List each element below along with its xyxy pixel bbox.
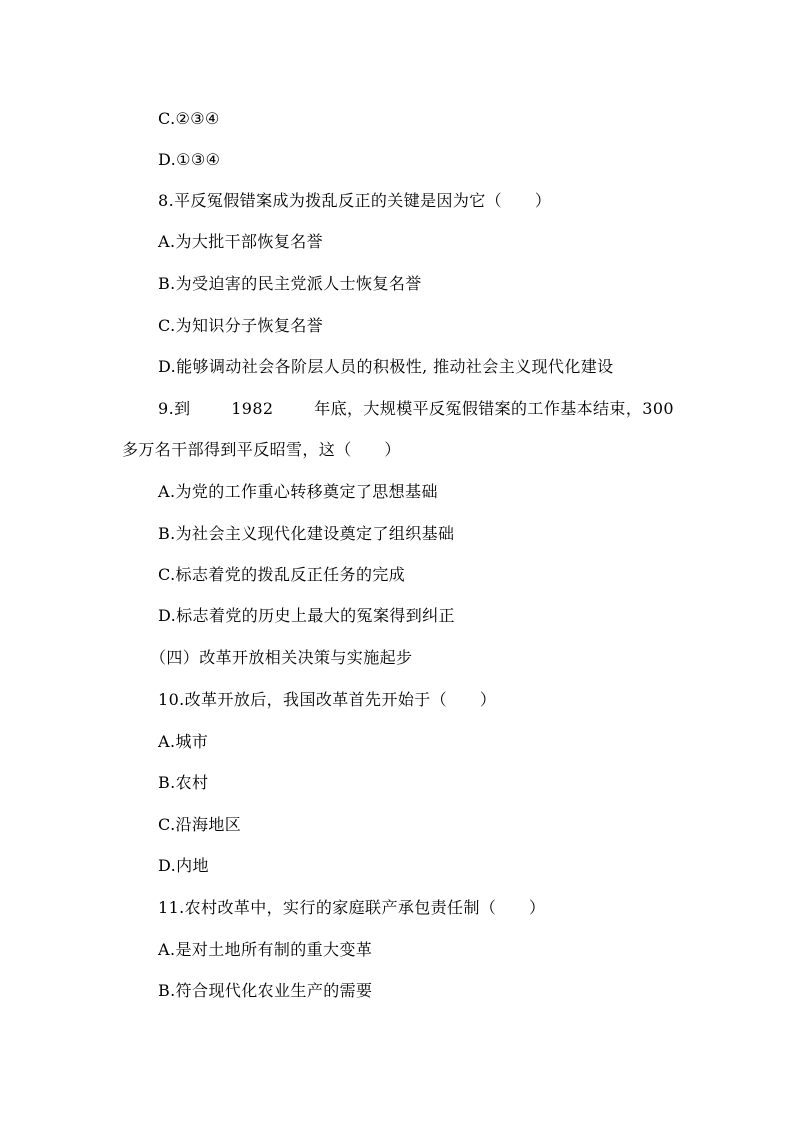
- option-d-q9: D.标志着党的历史上最大的冤案得到纠正: [158, 606, 455, 625]
- option-b-q8: B.为受迫害的民主党派人士恢复名誉: [158, 274, 422, 293]
- question-9-part-3: 年底，大规模平反冤假错案的工作基本结束，300: [314, 399, 674, 418]
- option-b-q9: B.为社会主义现代化建设奠定了组织基础: [158, 524, 455, 543]
- option-d-q10: D.内地: [158, 856, 209, 875]
- question-8: 8.平反冤假错案成为拨乱反正的关键是因为它（ ）: [158, 191, 552, 210]
- option-c-q7: C.②③④: [158, 109, 220, 128]
- question-9-part-2: 1982: [231, 399, 274, 418]
- question-9-part-1: 9.到: [158, 399, 191, 418]
- option-c-q8: C.为知识分子恢复名誉: [158, 316, 324, 335]
- option-b-q11: B.符合现代化农业生产的需要: [158, 981, 373, 1000]
- option-c-q10: C.沿海地区: [158, 815, 242, 834]
- option-a-q9: A.为党的工作重心转移奠定了思想基础: [158, 482, 438, 501]
- option-a-q8: A.为大批干部恢复名誉: [158, 232, 324, 251]
- option-b-q10: B.农村: [158, 773, 209, 792]
- option-d-q8: D.能够调动社会各阶层人员的积极性, 推动社会主义现代化建设: [158, 357, 614, 376]
- option-a-q10: A.城市: [158, 732, 209, 751]
- option-d-q7: D.①③④: [158, 150, 221, 169]
- question-9-line-1: [158, 398, 674, 420]
- question-10: 10.改革开放后，我国改革首先开始于（ ）: [158, 690, 497, 709]
- section-heading: （四）改革开放相关决策与实施起步: [150, 648, 413, 667]
- option-a-q11: A.是对土地所有制的重大变革: [158, 940, 373, 959]
- question-9-line-2: 多万名干部得到平反昭雪，这（ ）: [122, 440, 401, 459]
- option-c-q9: C.标志着党的拨乱反正任务的完成: [158, 565, 406, 584]
- question-11: 11.农村改革中，实行的家庭联产承包责任制（ ）: [158, 898, 546, 917]
